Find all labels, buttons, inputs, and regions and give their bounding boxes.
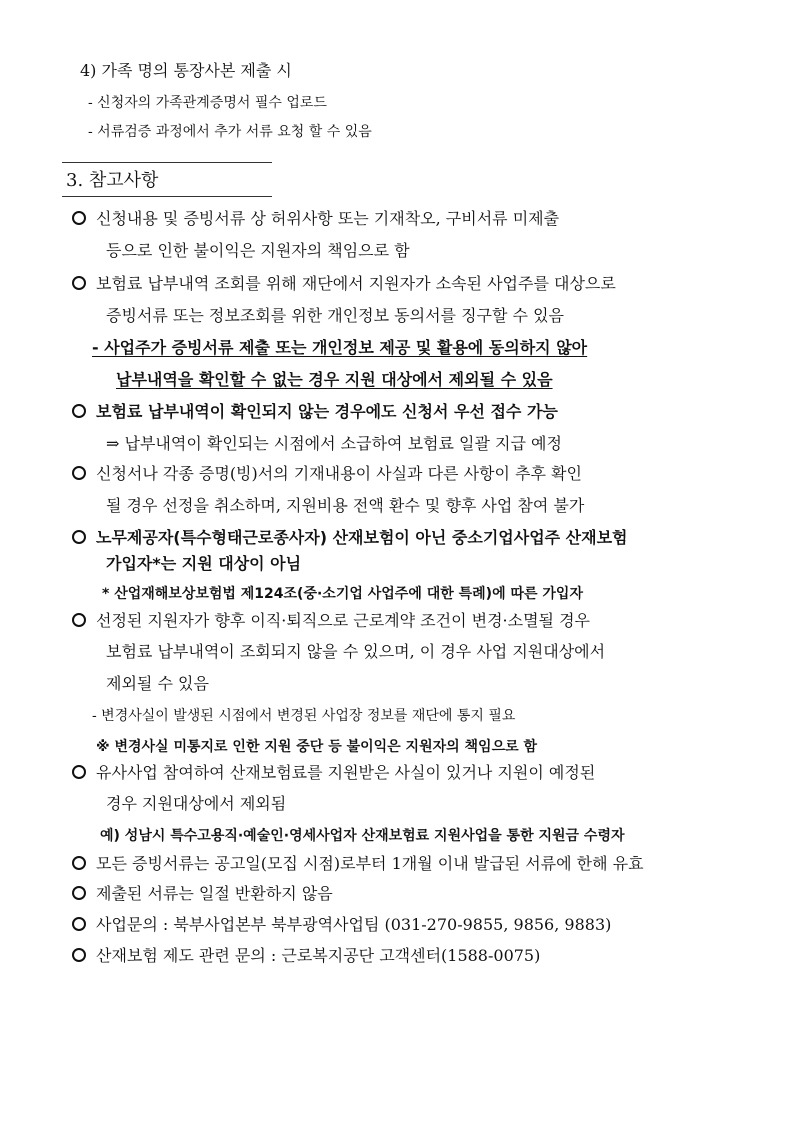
list-item: 제출된 서류는 일절 반환하지 않음 xyxy=(72,883,333,905)
list-item-cont: 가입자*는 지원 대상이 아님 xyxy=(106,554,302,573)
prev-sub-item: - 신청자의 가족관계증명서 필수 업로드 xyxy=(88,95,327,111)
list-item: 사업문의 : 북부사업본부 북부광역사업팀 (031-270-9855, 9856, 9883) xyxy=(72,914,611,936)
circle-bullet-icon xyxy=(72,886,86,900)
circle-bullet-icon xyxy=(72,765,86,779)
heading-rule-top xyxy=(62,162,272,163)
list-item: 선정된 지원자가 향후 이직·퇴직으로 근로계약 조건이 변경·소멸될 경우 xyxy=(72,610,590,632)
circle-bullet-icon xyxy=(72,276,86,290)
list-item: 신청내용 및 증빙서류 상 허위사항 또는 기재착오, 구비서류 미제출 xyxy=(72,208,559,230)
circle-bullet-icon xyxy=(72,211,86,225)
list-item-cont: 될 경우 선정을 취소하며, 지원비용 전액 환수 및 향후 사업 참여 불가 xyxy=(106,496,585,515)
footnote: ※ 변경사실 미통지로 인한 지원 중단 등 불이익은 지원자의 책임으로 함 xyxy=(96,739,538,755)
list-item-cont: 경우 지원대상에서 제외됨 xyxy=(106,794,287,813)
prev-sub-item: - 서류검증 과정에서 추가 서류 요청 할 수 있음 xyxy=(88,124,372,140)
heading-rule-bottom xyxy=(62,196,272,197)
footnote: * 산업재해보상보험법 제124조(중·소기업 사업주에 대한 특례)에 따른 가입자 xyxy=(102,586,583,602)
prev-section-title: 4) 가족 명의 통장사본 제출 시 xyxy=(80,61,292,80)
list-item: 모든 증빙서류는 공고일(모집 시점)로부터 1개월 이내 발급된 서류에 한해 유효 xyxy=(72,853,644,875)
section-heading: 3. 참고사항 xyxy=(66,170,159,191)
list-item-cont: 제외될 수 있음 xyxy=(106,674,209,693)
list-sub-item: - 변경사실이 발생된 시점에서 변경된 사업장 정보를 재단에 통지 필요 xyxy=(92,708,516,724)
list-item: 노무제공자(특수형태근로종사자) 산재보험이 아닌 중소기업사업주 산재보험 xyxy=(72,527,628,549)
list-item: 유사사업 참여하여 산재보험료를 지원받은 사실이 있거나 지원이 예정된 xyxy=(72,762,595,784)
list-sub-item: ⇒ 납부내역이 확인되는 시점에서 소급하여 보험료 일괄 지급 예정 xyxy=(106,434,562,453)
circle-bullet-icon xyxy=(72,466,86,480)
list-item: 신청서나 각종 증명(빙)서의 기재내용이 사실과 다른 사항이 추후 확인 xyxy=(72,463,582,485)
circle-bullet-icon xyxy=(72,613,86,627)
circle-bullet-icon xyxy=(72,404,86,418)
list-sub-item-cont: 납부내역을 확인할 수 없는 경우 지원 대상에서 제외될 수 있음 xyxy=(116,370,553,389)
list-item: 보험료 납부내역이 확인되지 않는 경우에도 신청서 우선 접수 가능 xyxy=(72,401,558,423)
circle-bullet-icon xyxy=(72,948,86,962)
list-item-cont: 보험료 납부내역이 조회되지 않을 수 있으며, 이 경우 사업 지원대상에서 xyxy=(106,642,606,661)
list-item-cont: 증빙서류 또는 정보조회를 위한 개인정보 동의서를 징구할 수 있음 xyxy=(106,306,565,325)
circle-bullet-icon xyxy=(72,917,86,931)
circle-bullet-icon xyxy=(72,530,86,544)
example-note: 예) 성남시 특수고용직·예술인·영세사업자 산재보험료 지원사업을 통한 지원금 수령자 xyxy=(100,828,625,844)
list-sub-item: - 사업주가 증빙서류 제출 또는 개인정보 제공 및 활용에 동의하지 않아 xyxy=(92,338,588,357)
list-item: 보험료 납부내역 조회를 위해 재단에서 지원자가 소속된 사업주를 대상으로 xyxy=(72,273,616,295)
circle-bullet-icon xyxy=(72,856,86,870)
list-item-cont: 등으로 인한 불이익은 지원자의 책임으로 함 xyxy=(106,241,410,260)
list-item: 산재보험 제도 관련 문의 : 근로복지공단 고객센터(1588-0075) xyxy=(72,945,540,967)
